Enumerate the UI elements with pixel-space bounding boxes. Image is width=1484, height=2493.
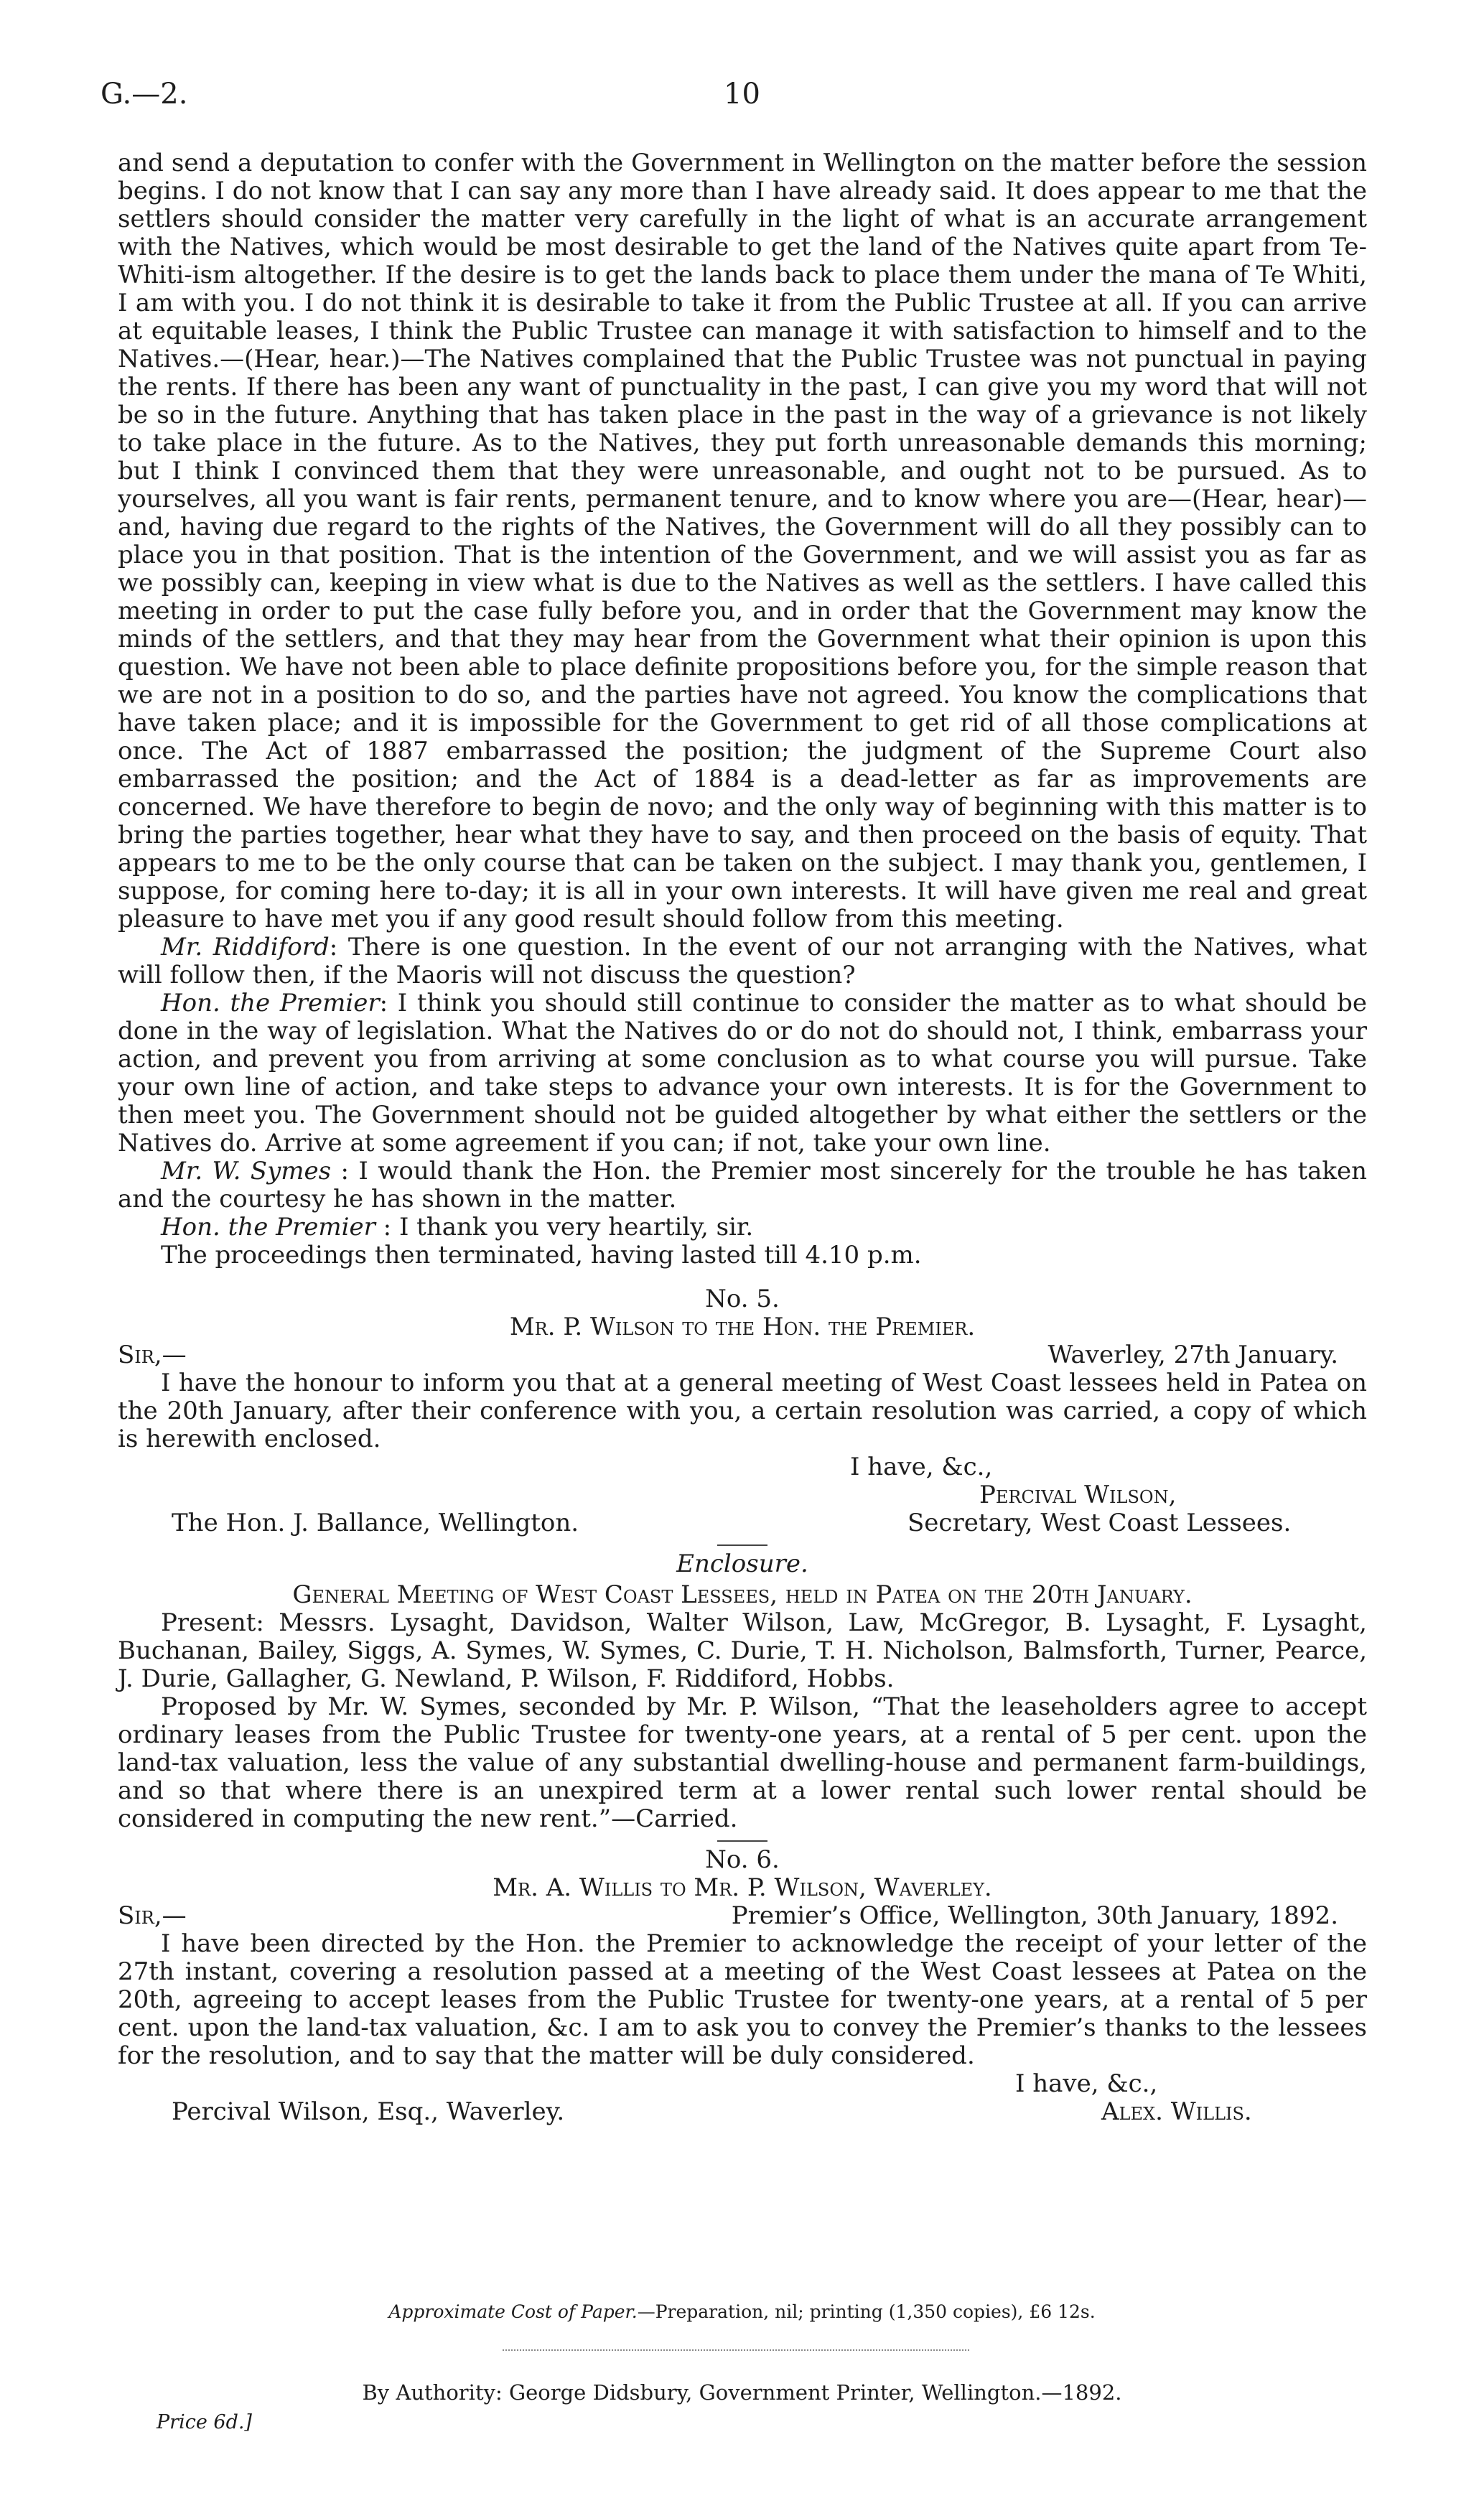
addressee: The Hon. J. Ballance, Wellington. (172, 1509, 579, 1537)
speaker-name: Mr. Riddiford (161, 933, 330, 961)
section-number: No. 6. (705, 1845, 780, 1874)
dialogue-symes (118, 1157, 1367, 1213)
addressee-row (118, 2098, 1367, 2126)
salutation-row (118, 1902, 1367, 1930)
salutation: Sir,— (118, 1341, 187, 1369)
speech-text: : I would thank the Hon. the Premier most sincerely for the trouble he has taken and the courtesy he has shown in the matter. (118, 1157, 1367, 1213)
cost-line (0, 2301, 1484, 2322)
signature: Alex. Willis. (1101, 2097, 1252, 2126)
speaker-name: Mr. W. Symes (161, 1157, 332, 1185)
cost-value: —Preparation, nil; printing (1,350 copies), £6 12s. (637, 2301, 1096, 2322)
closing-note: The proceedings then terminated, having lasted till 4.10 p.m. (161, 1241, 922, 1269)
printer-imprint: By Authority: George Didsbury, Government Printer, Wellington.—1892. (362, 2380, 1122, 2405)
signature: Percival Wilson, (979, 1481, 1177, 1509)
signature-row (118, 1481, 1367, 1509)
page-header (101, 78, 1383, 124)
sign-off-row (118, 2070, 1367, 2098)
sign-off: I have, &c., (850, 1453, 993, 1481)
present-list: Present: Messrs. Lysaght, Davidson, Walter Wilson, Law, McGregor, B. Lysaght, F. Lysaght, Buchanan, Bailey, Siggs, A. Symes, W. Symes, C. Durie, T. H. Nicholson, Balmsforth, Turner, Pearce, J. Durie, Gallagher, G. Newland, P. Wilson, F. Riddiford, Hobbs. (118, 1608, 1367, 1693)
speech-text: : I thank you very heartily, sir. (375, 1213, 754, 1241)
page-number: 10 (724, 78, 760, 111)
dotted-divider (503, 2349, 969, 2351)
enclosure-heading: Enclosure. (676, 1550, 808, 1578)
speech-text: : There is one question. In the event of our not arranging with the Natives, what will follow then, if the Maoris will not discuss the question? (118, 933, 1367, 989)
speaker-name: Hon. the Premier (161, 989, 380, 1017)
sign-off-row (118, 1453, 1367, 1481)
letter-body: I have been directed by the Hon. the Premier to acknowledge the receipt of your letter of the 27th instant, covering a resolution passed at a meeting of the West Coast lessees at Patea on the 20th, agreeing to accept leases from the Public Trustee for twenty-one years, at a rental of 5 per cent. upon the land-tax valuation, &c. I am to ask you to convey the Premier’s thanks to the lessees for the resolution, and to say that the matter will be duly considered. (118, 1929, 1367, 2070)
dateline: Premier’s Office, Wellington, 30th January, 1892. (731, 1901, 1338, 1930)
main-text (118, 149, 1367, 2126)
speaker-name: Hon. the Premier (161, 1213, 375, 1241)
dateline: Waverley, 27th January. (1047, 1341, 1338, 1369)
addressee-row (118, 1509, 1367, 1537)
letter-title: Mr. A. Willis to Mr. P. Wilson, Waverley. (493, 1873, 992, 1902)
premier-speech-paragraph: and send a deputation to confer with the Government in Wellington on the matter before the session begins. I do not know that I can say any more than I have already said. It does appear to me that the settlers should consider the matter very carefully in the light of what is an accurate arrangement with the Natives, which would be most desirable to get the land of the Natives quite apart from Te-Whiti-ism altogether. If the desire is to get the lands back to place them under the mana of Te Whiti, I am with you. I do not think it is desirable to take it from the Public Trustee at all. If you can arrive at equitable leases, I think the Public Trustee can manage it with satisfaction to himself and to the Natives.—(Hear, hear.)—The Natives complained that the Public Trustee was not punctual in paying the rents. If there has been any want of punctuality in the past, I can give you my word that will not be so in the future. Anything that has taken place in the past in the way of a grievance is not likely to take place in the future. As to the Natives, they put forth unreasonable demands this morning; but I think I convinced them that they were unreasonable, and ought not to be pursued. As to yourselves, all you want is fair rents, permanent tenure, and to know where you are—(Hear, hear)—and, having due regard to the rights of the Natives, the Government will do all they possibly can to place you in that position. That is the intention of the Government, and we will assist you as far as we possibly can, keeping in view what is due to the Natives as well as the settlers. I have called this meeting in order to put the case fully before you, and in order that the Government may know the minds of the settlers, and that they may hear from the Government what their opinion is upon this question. We have not been able to place definite propositions before you, for the simple reason that we are not in a position to do so, and the parties have not agreed. You know the complications that have taken place; and it is impossible for the Government to get rid of all those complications at once. The Act of 1887 embarrassed the position; the judgment of the Supreme Court also embarrassed the position; and the Act of 1884 is a dead-letter as far as improvements are concerned. We have therefore to begin de novo; and the only way of beginning with this matter is to bring the parties together, hear what they have to say, and then proceed on the basis of equity. That appears to me to be the only course that can be taken on the subject. I may thank you, gentlemen, I suppose, for coming here to-day; it is all in your own interests. It will have given me real and great pleasure to have met you if any good result should follow from this meeting. (118, 149, 1367, 933)
signature-title: Secretary, West Coast Lessees. (907, 1509, 1292, 1537)
resolution-text: Proposed by Mr. W. Symes, seconded by Mr. P. Wilson, “That the leaseholders agree to accept ordinary leases from the Public Trustee for twenty-one years, at a rental of 5 per cent. upon the land-tax valuation, less the value of any substantial dwelling-house and permanent farm-buildings, and so that where there is an unexpired term at a lower rental such lower rental should be considered in computing the new rent.”—Carried. (118, 1692, 1367, 1833)
dialogue-premier (118, 989, 1367, 1157)
addressee: Percival Wilson, Esq., Waverley. (172, 2097, 565, 2126)
price: Price 6d.] (157, 2411, 252, 2433)
paper-reference: G.—2. (101, 78, 188, 111)
salutation: Sir,— (118, 1901, 187, 1930)
meeting-title: General Meeting of West Coast Lessees, held in Patea on the 20th January. (292, 1580, 1193, 1609)
speech-text: : I think you should still continue to consider the matter as to what should be done in the way of legislation. What the Natives do or do not do should not, I think, embarrass your action, and prevent you from arriving at some conclusion as to what course you will pursue. Take your own line of action, and take steps to advance your own interests. It is for the Government to then meet you. The Government should not be guided altogether by what either the settlers or the Natives do. Arrive at some agreement if you can; if not, take your own line. (118, 989, 1367, 1157)
dialogue-premier-thanks (118, 1213, 1367, 1241)
sign-off: I have, &c., (1015, 2069, 1158, 2098)
letter-body: I have the honour to inform you that at a general meeting of West Coast lessees held in Patea on the 20th January, after their conference with you, a certain resolution was carried, a copy of which is herewith enclosed. (118, 1369, 1367, 1453)
dialogue-riddiford (118, 933, 1367, 989)
salutation-row (118, 1341, 1367, 1369)
letter-title: Mr. P. Wilson to the Hon. the Premier. (509, 1313, 976, 1341)
cost-label: Approximate Cost of Paper. (388, 2301, 638, 2322)
section-number: No. 5. (705, 1285, 780, 1313)
